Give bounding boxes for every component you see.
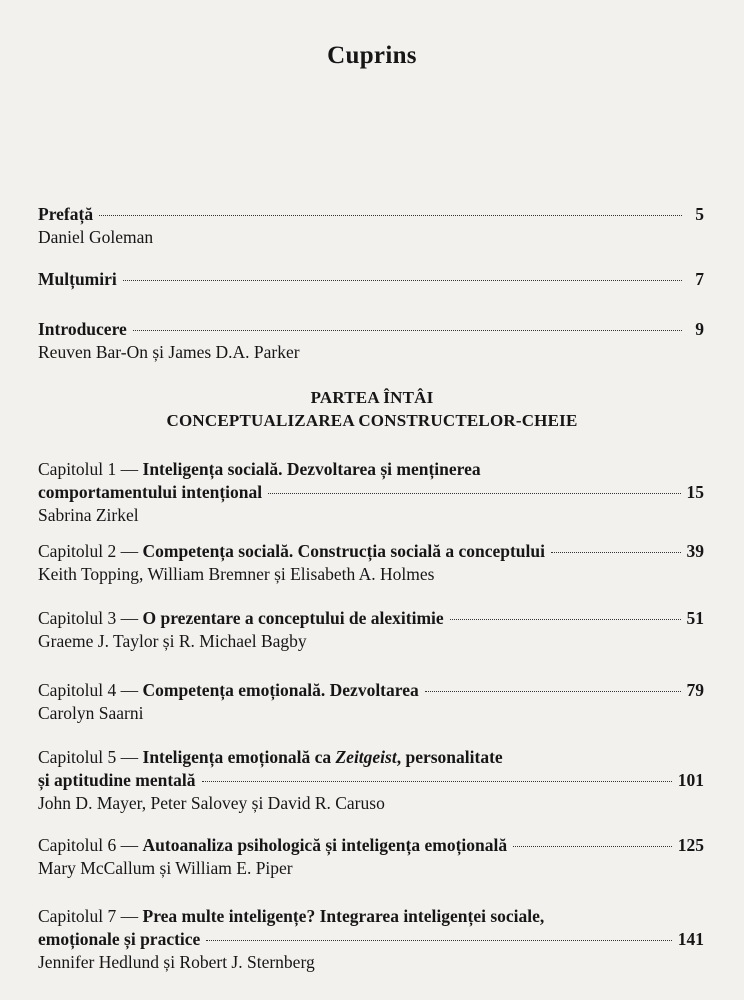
- entry-authors: Reuven Bar-On și James D.A. Parker: [38, 342, 300, 362]
- entry-authors: John D. Mayer, Peter Salovey și David R. Caruso: [38, 793, 385, 813]
- chapter-prefix: Capitolul 4 —: [38, 680, 139, 700]
- entry-authors: Carolyn Saarni: [38, 703, 144, 723]
- page-number: 7: [695, 269, 704, 289]
- entry-title: Prea multe inteligențe? Integrarea inteligenței sociale,: [142, 906, 545, 926]
- toc-entry-chapter-3: [38, 607, 704, 653]
- entry-title: Autoanaliza psihologică și inteligența emoțională: [142, 835, 508, 855]
- chapter-prefix: Capitolul 3 —: [38, 608, 139, 628]
- page-title: Cuprins: [327, 42, 417, 69]
- entry-title: Prefață: [38, 204, 94, 224]
- toc-entry-chapter-6: [38, 834, 704, 880]
- entry-title-continued: emoționale și practice: [38, 929, 201, 949]
- toc-entry-preface: [38, 203, 704, 249]
- chapter-prefix: Capitolul 2 —: [38, 541, 139, 561]
- toc-entry-introduction: [38, 318, 704, 364]
- entry-title: Mulțumiri: [38, 269, 117, 289]
- chapter-prefix: Capitolul 6 —: [38, 835, 139, 855]
- toc-entry-acknowledgements: [38, 268, 704, 291]
- entry-authors: Daniel Goleman: [38, 227, 154, 247]
- entry-title: Competența socială. Construcția socială a conceptului: [142, 541, 545, 561]
- page-number: 79: [686, 680, 704, 700]
- page-number: 141: [677, 929, 704, 949]
- entry-title-continued: comportamentului intențional: [38, 482, 263, 502]
- entry-title: Inteligența socială. Dezvoltarea și menținerea: [142, 459, 481, 479]
- chapter-prefix: Capitolul 7 —: [38, 906, 139, 926]
- page-number: 101: [677, 770, 704, 790]
- entry-title-part-b: , personalitate: [396, 747, 503, 767]
- dot-leader: [202, 781, 672, 782]
- dot-leader: [123, 280, 682, 281]
- page-number: 125: [677, 835, 704, 855]
- dot-leader: [206, 940, 671, 941]
- page-number: 9: [695, 319, 704, 339]
- entry-authors: Jennifer Hedlund și Robert J. Sternberg: [38, 952, 315, 972]
- part-heading-number: PARTEA ÎNTÂI: [310, 388, 434, 407]
- toc-entry-chapter-5: [38, 746, 704, 815]
- entry-title-continued: și aptitudine mentală: [38, 770, 196, 790]
- entry-title-italic: Zeitgeist: [335, 747, 397, 767]
- chapter-prefix: Capitolul 1 —: [38, 459, 139, 479]
- page-number: 51: [686, 608, 704, 628]
- dot-leader: [551, 552, 681, 553]
- page-number: 15: [686, 482, 704, 502]
- entry-title-part-a: Inteligența emoțională ca: [142, 747, 336, 767]
- entry-title: Introducere: [38, 319, 127, 339]
- entry-title: [143, 746, 503, 769]
- entry-authors: Graeme J. Taylor și R. Michael Bagby: [38, 631, 307, 651]
- dot-leader: [268, 493, 680, 494]
- dot-leader: [99, 215, 682, 216]
- page-number: 5: [695, 204, 704, 224]
- toc-entry-chapter-7: [38, 905, 704, 974]
- entry-title: O prezentare a conceptului de alexitimie: [142, 608, 444, 628]
- entry-authors: Mary McCallum și William E. Piper: [38, 858, 293, 878]
- toc-entry-chapter-2: [38, 540, 704, 586]
- dot-leader: [425, 691, 681, 692]
- page-number: 39: [686, 541, 704, 561]
- entry-authors: Sabrina Zirkel: [38, 505, 139, 525]
- entry-title: Competența emoțională. Dezvoltarea: [142, 680, 419, 700]
- dot-leader: [133, 330, 682, 331]
- entry-authors: Keith Topping, William Bremner și Elisabeth A. Holmes: [38, 564, 435, 584]
- toc-entry-chapter-4: [38, 679, 704, 725]
- dot-leader: [450, 619, 681, 620]
- part-heading-title: CONCEPTUALIZAREA CONSTRUCTELOR-CHEIE: [166, 411, 578, 430]
- toc-entry-chapter-1: [38, 458, 704, 527]
- chapter-prefix: Capitolul 5 —: [38, 747, 139, 767]
- dot-leader: [513, 846, 672, 847]
